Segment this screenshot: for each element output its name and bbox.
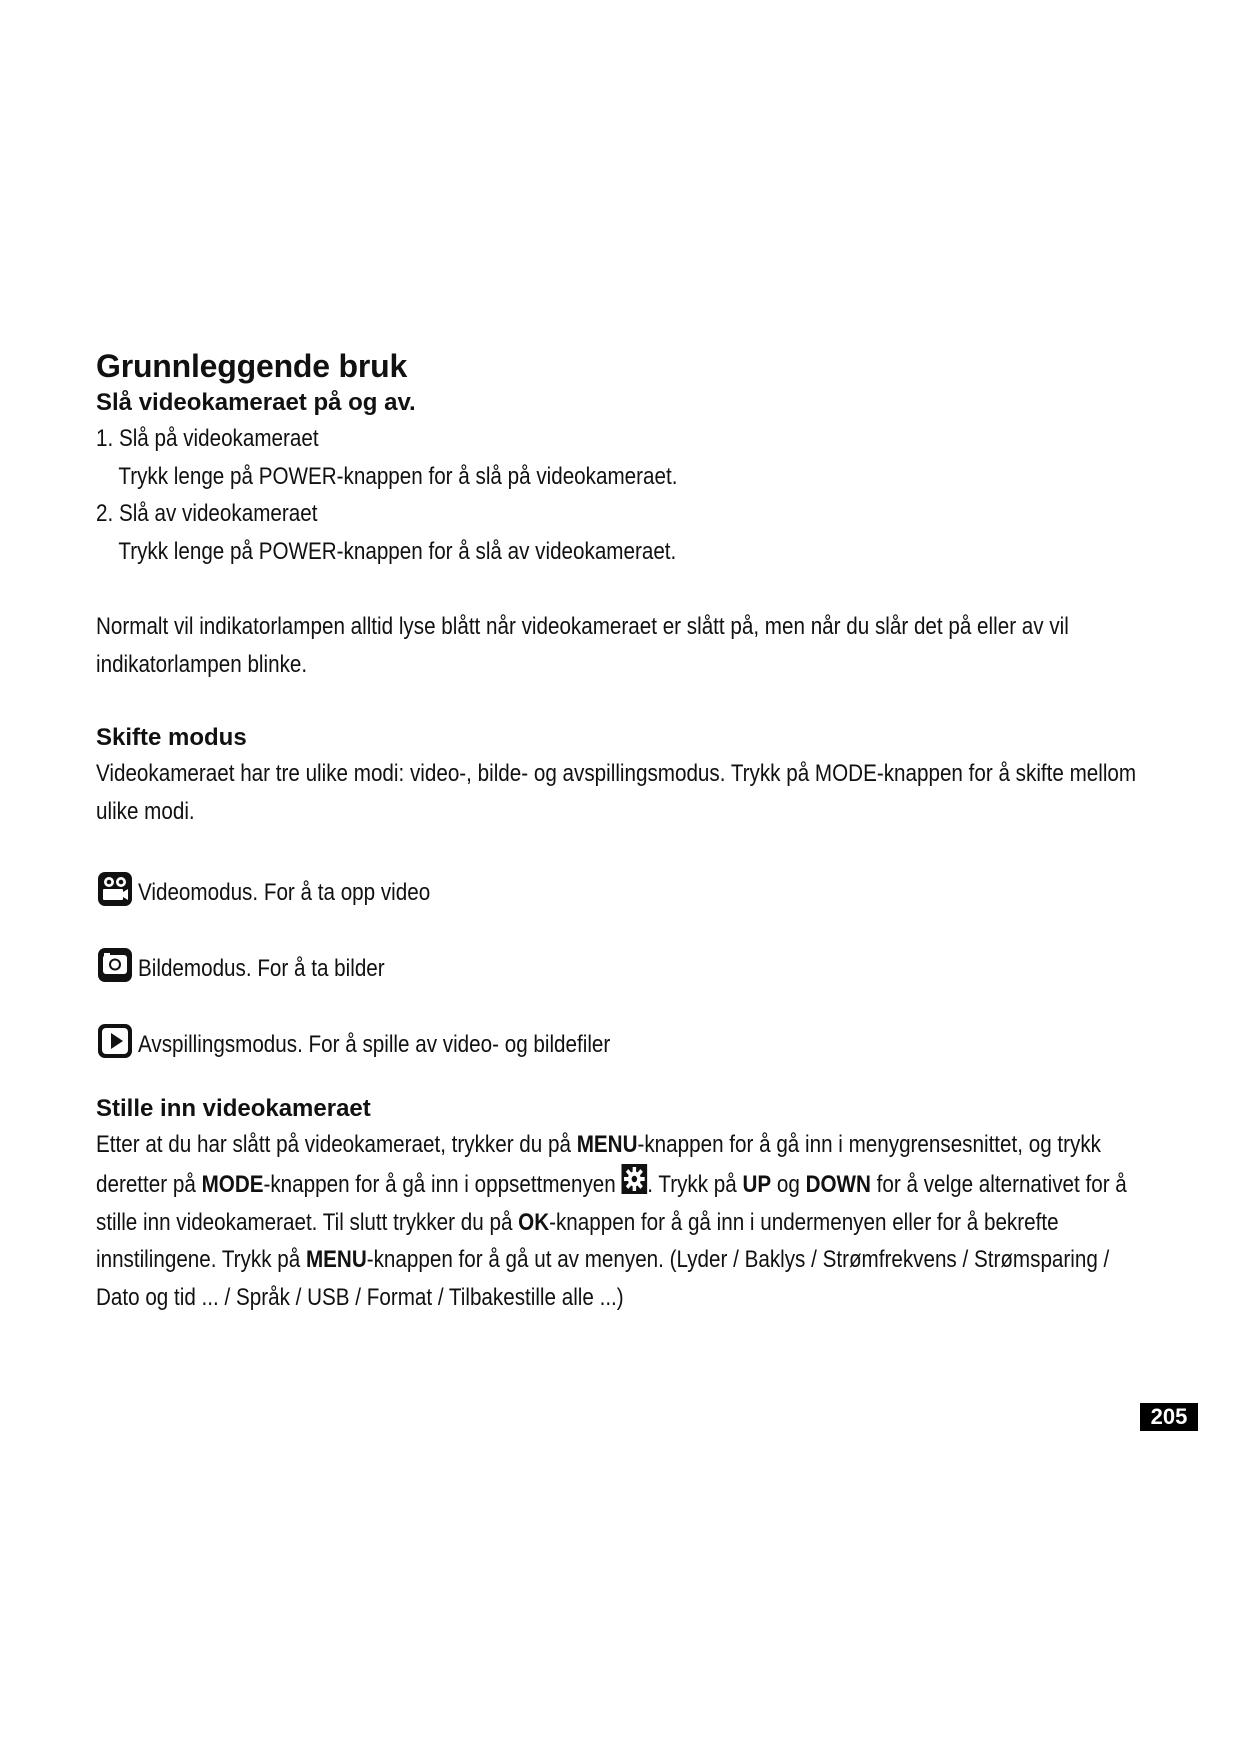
menu-key-label-2: MENU [305, 1246, 367, 1274]
setup-text-7: -knappen for å gå inn i undermenyen eller for å bekrefte innstilingene. Trykk på [96, 1208, 1059, 1274]
mode-label-photo: Bildemodus. For å ta bilder [138, 955, 385, 983]
setup-heading: Stille inn videokameraet [96, 1095, 371, 1123]
up-key-label: UP [742, 1170, 772, 1198]
mode-label-video: Videomodus. For å ta opp video [138, 879, 431, 907]
page-number: 205 [1140, 1403, 1198, 1431]
mode-label-playback: Avspillingsmodus. For å spille av video- og bildefiler [138, 1031, 611, 1059]
menu-key-label: MENU [576, 1131, 638, 1159]
setup-text-1: Etter at du har slått på videokameraet, trykker du på [96, 1131, 577, 1159]
step1-title: 1. Slå på videokameraet [96, 425, 319, 452]
step2-text: Trykk lenge på POWER-knappen for å slå av videokameraet. [118, 537, 677, 565]
mode-item-playback [96, 1016, 1146, 1060]
play-icon [96, 1022, 134, 1060]
setup-paragraph [96, 1126, 1140, 1316]
video-camera-icon [96, 870, 134, 908]
step1-text: Trykk lenge på POWER-knappen for å slå på videokameraet. [118, 462, 678, 490]
setup-text-8: -knappen for å gå ut av menyen. (Lyder / Baklys / Strømfrekvens / Strømsparing / Dato og tid ... / Språk / USB / Format / Tilbakestille alle ...) [96, 1246, 1110, 1311]
modes-intro: Videokameraet har tre ulike modi: video-, bilde- og avspillingsmodus. Trykk på MODE-knappen for å skifte mellom ulike modi. [96, 760, 1137, 825]
setup-text-3: -knappen for å gå inn i oppsettmenyen [263, 1170, 622, 1198]
mode-key-label: MODE [201, 1170, 264, 1198]
modes-heading: Skifte modus [96, 724, 247, 752]
step2-title: 2. Slå av videokameraet [96, 500, 318, 527]
setup-text-4: . Trykk på [647, 1170, 743, 1198]
photo-camera-icon [96, 946, 134, 984]
setup-text-5: og [771, 1170, 806, 1198]
power-heading: Slå videokameraet på og av. [96, 389, 416, 416]
setup-text-2: -knappen for å gå inn i menygrensesnittet, og trykk deretter på [96, 1131, 1101, 1198]
mode-item-photo [96, 940, 1146, 984]
page-content [96, 346, 1146, 1316]
gear-icon [621, 1164, 647, 1194]
indicator-note: Normalt vil indikatorlampen alltid lyse blått når videokameraet er slått på, men når du slår det på eller av vil indikatorlampen blinke. [96, 613, 1069, 678]
ok-key-label: OK [518, 1208, 550, 1236]
page-title: Grunnleggende bruk [96, 348, 408, 384]
mode-item-video [96, 864, 1146, 908]
down-key-label: DOWN [805, 1170, 871, 1198]
setup-text-6: for å velge alternativet for å stille inn videokameraet. Til slutt trykker du på [96, 1170, 1127, 1236]
